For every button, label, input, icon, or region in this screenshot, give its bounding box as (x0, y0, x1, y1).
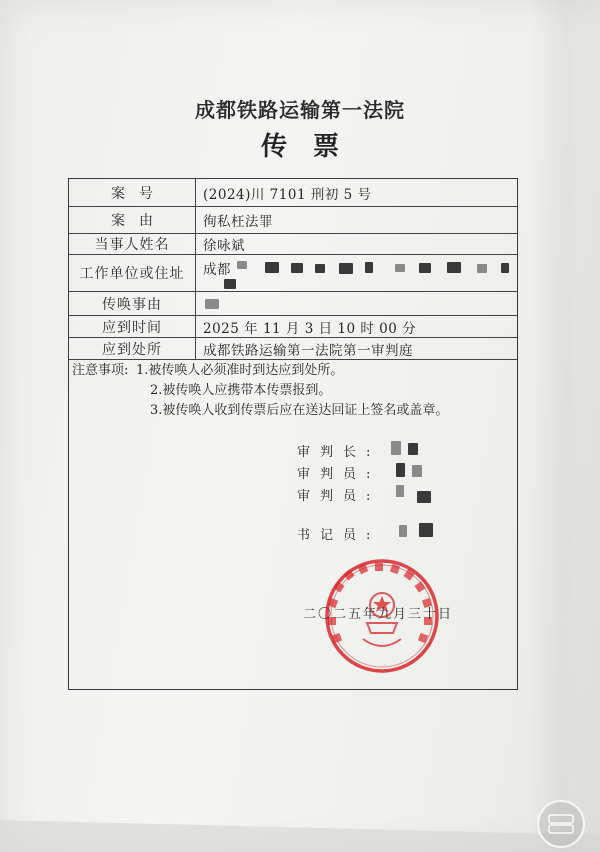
redaction-mark (365, 262, 373, 273)
redaction-mark (477, 264, 487, 273)
redaction-mark (408, 443, 418, 455)
redaction-mark (339, 263, 353, 274)
value-case-number: (2024)川 7101 刑初 5 号 (203, 186, 372, 203)
redaction-mark (205, 299, 219, 309)
redaction-mark (237, 261, 247, 269)
court-name: 成都铁路运输第一法院 (195, 98, 405, 122)
row-case-number (69, 179, 517, 207)
redaction-mark (291, 263, 303, 273)
signature-clerk (297, 524, 381, 543)
notice-item-3: 3.被传唤人收到传票后应在送达回证上签名或盖章。 (150, 403, 449, 418)
signature-title: 审判员: (297, 467, 381, 482)
redaction-mark (419, 523, 433, 537)
label-appear-time: 应到时间 (69, 316, 196, 337)
redaction-mark (224, 279, 236, 289)
label-work-unit-address: 工作单位或住址 (69, 255, 196, 291)
value-appear-time: 2025 年 11 月 3 日 10 时 00 分 (203, 320, 417, 337)
label-case-number: 案号 (69, 179, 196, 206)
signature-judge-2 (297, 485, 381, 504)
watermark-logo (537, 800, 585, 848)
value-cause: 徇私枉法罪 (203, 214, 273, 230)
row-cause (69, 207, 517, 234)
signature-title: 审判长: (297, 445, 381, 460)
label-summons-reason: 传唤事由 (69, 292, 196, 315)
redaction-mark (417, 491, 431, 503)
document-title: 传票 (260, 132, 365, 162)
redaction-mark (396, 463, 405, 477)
redaction-mark (501, 263, 509, 273)
redaction-mark (412, 465, 422, 477)
row-work-unit-address (69, 255, 517, 292)
row-appear-time (69, 316, 517, 338)
redaction-mark (419, 263, 431, 273)
label-cause: 案由 (69, 207, 196, 233)
redaction-mark (447, 262, 461, 273)
value-appear-place: 成都铁路运输第一法院第一审判庭 (203, 342, 413, 359)
notice-item-1: 1.被传唤人必须准时到达应到处所。 (136, 363, 344, 378)
watermark-icon (547, 813, 575, 835)
signature-title: 审判员: (297, 489, 381, 504)
notice-title: 注意事项: (72, 363, 129, 378)
summons-form-table (68, 178, 518, 690)
row-appear-place (69, 338, 517, 360)
signature-presiding-judge (297, 441, 381, 460)
issue-date: 二〇二五年九月三十日 (303, 607, 454, 622)
redaction-mark (399, 525, 407, 537)
value-party-name: 徐咏斌 (203, 238, 245, 254)
redaction-mark (396, 485, 404, 497)
redaction-mark (391, 441, 401, 455)
row-summons-reason (69, 292, 517, 316)
label-party-name: 当事人姓名 (69, 234, 196, 254)
notice-item-2: 2.被传唤人应携带本传票报到。 (150, 383, 332, 398)
row-party-name (69, 234, 517, 255)
redaction-mark (395, 264, 405, 272)
redaction-mark (265, 262, 279, 273)
redaction-mark (315, 264, 325, 273)
signature-title: 书记员: (297, 528, 381, 543)
value-work-unit-address: 成都 (203, 262, 231, 278)
signature-judge-1 (297, 463, 381, 482)
label-appear-place: 应到处所 (69, 338, 196, 359)
